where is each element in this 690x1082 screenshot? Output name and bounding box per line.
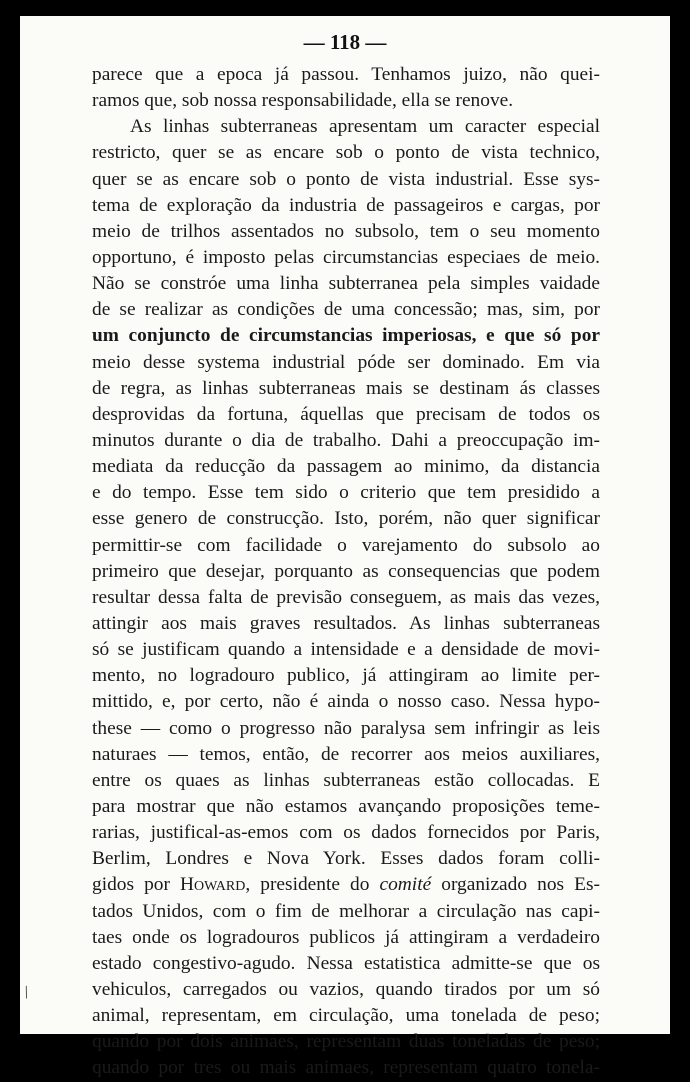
text-line: mediata da reducção da passagem ao minimo, da distancia (92, 456, 600, 478)
text-line: entre os quaes as linhas subterraneas estão collocadas. E (92, 769, 600, 791)
text-line: resultar dessa falta de previsão conseguem, as mais das vezes, (92, 586, 600, 608)
text-line: desprovidas da fortuna, áquellas que precisam de todos os (92, 403, 600, 425)
text-line: meio de trilhos assentados no subsolo, tem o seu momento (92, 220, 600, 242)
text-line: rarias, justifical-as-emos com os dados fornecidos por Paris, (92, 822, 600, 844)
text-line: parece que a epoca já passou. Tenhamos juizo, não quei- (92, 64, 600, 85)
text-line: tema de exploração da industria de passageiros e cargas, por (92, 194, 600, 216)
text-line: opportuno, é imposto pelas circumstancias especiaes de meio. (92, 246, 600, 268)
book-page (20, 16, 670, 1079)
text-line: permittir-se com facilidade o varejamento do subsolo ao (92, 534, 600, 556)
text-line: primeiro que desejar, porquanto as consequencias que podem (92, 560, 600, 582)
line-fragment: gidos por (92, 874, 181, 896)
line-fragment: organizado nos Es- (431, 874, 600, 896)
text-line: quando por dois animaes, representam duas toneladas de peso; (92, 1031, 600, 1053)
text-line: mento, no logradouro publico, já attingiram ao limite per- (92, 665, 600, 687)
margin-pencil-mark: / (20, 981, 33, 1003)
text-line: de regra, as linhas subterraneas mais se destinam ás classes (92, 377, 600, 399)
text-line: animal, representam, em circulação, uma tonelada de peso; (92, 1005, 600, 1027)
body-text (92, 62, 600, 1081)
text-line: meio desse systema industrial póde ser dominado. Em via (92, 351, 600, 373)
bold-text-line: um conjuncto de circumstancias imperiosas, e que só por (92, 325, 600, 347)
text-line: taes onde os logradouros publicos já attingiram a verdadeiro (92, 926, 600, 948)
text-line: quer se as encare sob o ponto de vista industrial. Esse sys- (92, 168, 600, 190)
text-line-with-name (92, 872, 600, 898)
text-line: só se justificam quando a intensidade e a densidade de movi- (92, 639, 600, 661)
text-line: minutos durante o dia de trabalho. Dahi a preoccupação im- (92, 429, 600, 451)
text-line: para mostrar que não estamos avançando proposições teme- (92, 795, 600, 817)
author-name: Howard (180, 874, 246, 896)
text-line: vehiculos, carregados ou vazios, quando tirados por um só (92, 978, 600, 1000)
text-line: ramos que, sob nossa responsabilidade, ella se renove. (92, 90, 514, 112)
text-line: these — como o progresso não paralysa sem infringir as leis (92, 717, 600, 739)
text-line: restricto, quer se as encare sob o ponto de vista technico, (92, 142, 600, 164)
text-line: tados Unidos, com o fim de melhorar a circulação nas capi- (92, 900, 600, 922)
text-line: attingir aos mais graves resultados. As linhas subterraneas (92, 612, 600, 634)
paragraph-start-line: As linhas subterraneas apresentam um caracter especial (130, 116, 600, 138)
page-number: — 118 — (303, 30, 387, 54)
text-line: quando por tres ou mais animaes, representam quatro tonela- (92, 1057, 600, 1079)
text-line: naturaes — temos, então, de recorrer aos meios auxiliares, (92, 743, 600, 765)
line-fragment: , presidente do (245, 874, 380, 896)
text-line: Não se constróe uma linha subterranea pela simples vaidade (92, 273, 600, 295)
text-line: Berlim, Londres e Nova York. Esses dados foram colli- (92, 848, 600, 870)
text-line: e do tempo. Esse tem sido o criterio que tem presidido a (92, 482, 600, 504)
text-line: estado congestivo-agudo. Nessa estatistica admitte-se que os (92, 952, 600, 974)
text-line: de se realizar as condições de uma concessão; mas, sim, por (92, 299, 600, 321)
italic-term: comité (379, 874, 432, 896)
text-line: esse genero de construcção. Isto, porém, não quer significar (92, 508, 600, 530)
text-line: mittido, e, por certo, não é ainda o nosso caso. Nessa hypo- (92, 691, 600, 713)
